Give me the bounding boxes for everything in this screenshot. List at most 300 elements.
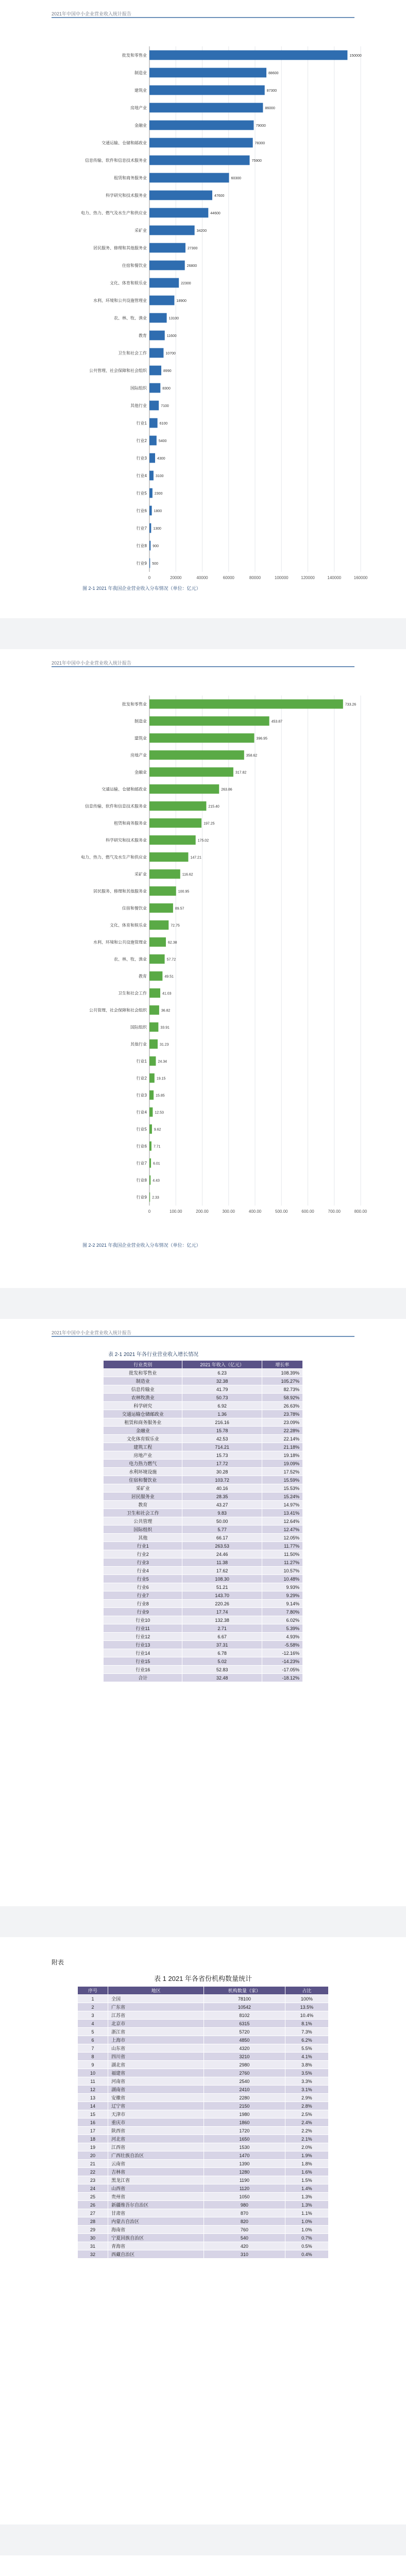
- category-label: 教育: [139, 333, 147, 338]
- table-cell: 1190: [204, 2176, 285, 2184]
- bar: [149, 243, 185, 253]
- bar: [149, 138, 253, 148]
- data-label: 733.26: [345, 703, 357, 707]
- table-cell: 4850: [204, 2036, 285, 2044]
- table-cell: 24.46: [182, 1550, 262, 1558]
- table-cell: 1: [78, 1995, 108, 2003]
- table-cell: 1.6%: [285, 2168, 328, 2176]
- x-tick-label: 160000: [353, 575, 368, 580]
- table-cell: 1.9%: [285, 2151, 328, 2160]
- data-label: 175.02: [197, 839, 209, 843]
- data-label: 49.51: [164, 975, 174, 979]
- bar: [149, 937, 166, 946]
- table-row: [104, 1666, 303, 1674]
- table-cell: 15.73: [182, 1451, 262, 1460]
- page-header: 2021年中国中小企业营业收入统计报告: [52, 660, 132, 666]
- data-label: 900: [153, 545, 159, 548]
- table-cell: 金融业: [104, 1427, 182, 1435]
- category-label: 公共管理、社会保障和社会组织: [89, 1008, 147, 1013]
- category-label: 房地产业: [130, 753, 147, 758]
- category-label: 住宿和餐饮业: [122, 263, 147, 268]
- table-cell: 浙江省: [108, 2028, 204, 2036]
- page-header: 2021年中国中小企业营业收入统计报告: [52, 11, 132, 16]
- page-separator: [0, 1906, 406, 1937]
- category-label: 交通运输、仓储和邮政业: [102, 787, 147, 792]
- bar: [149, 784, 219, 793]
- table-cell: 2980: [204, 2061, 285, 2069]
- table-cell: 8102: [204, 2011, 285, 2020]
- table-row: [104, 1575, 303, 1583]
- data-label: 147.21: [190, 856, 201, 860]
- table-cell: 2280: [204, 2094, 285, 2102]
- table-row: [104, 1534, 303, 1542]
- data-label: 8300: [162, 387, 171, 391]
- bar: [149, 1090, 154, 1099]
- category-label: 行业1: [136, 421, 147, 426]
- table-row: [104, 1657, 303, 1666]
- table-row: [104, 1616, 303, 1624]
- category-label: 行业8: [136, 544, 147, 548]
- data-label: 100.95: [178, 890, 190, 894]
- x-tick-label: 40000: [196, 575, 208, 580]
- data-label: 215.40: [208, 805, 219, 809]
- bar: [149, 1039, 158, 1048]
- x-tick-label: 100.00: [170, 1209, 182, 1214]
- bar: [149, 68, 266, 78]
- table-cell: 4320: [204, 2044, 285, 2053]
- table-row: [104, 1451, 303, 1460]
- table-cell: 17: [78, 2127, 108, 2135]
- data-label: 453.87: [271, 720, 283, 724]
- data-label: 18900: [176, 299, 187, 303]
- table-cell: 143.70: [182, 1591, 262, 1600]
- table-row: [104, 1385, 303, 1394]
- bar: [149, 1141, 151, 1150]
- table-row: [104, 1377, 303, 1385]
- table-row: [78, 2242, 329, 2250]
- data-label: 1800: [154, 510, 162, 513]
- table-row: [78, 2119, 329, 2127]
- column-header: 地区: [108, 1987, 204, 1995]
- x-tick-label: 600.00: [301, 1209, 314, 1214]
- table-cell: 5.77: [182, 1526, 262, 1534]
- bar: [149, 852, 188, 861]
- table-cell: 西藏自治区: [108, 2250, 204, 2259]
- table-cell: 41.79: [182, 1385, 262, 1394]
- table-row: [104, 1649, 303, 1657]
- bar: [149, 226, 195, 235]
- table-cell: 8.1%: [285, 2020, 328, 2028]
- table-cell: 全国: [108, 1995, 204, 2003]
- table-cell: 40.16: [182, 1484, 262, 1493]
- x-tick-label: 300.00: [222, 1209, 235, 1214]
- data-label: 11600: [166, 334, 177, 338]
- table-cell: 采矿业: [104, 1484, 182, 1493]
- table-cell: 5.02: [182, 1657, 262, 1666]
- category-label: 农、林、牧、渔业: [114, 316, 147, 320]
- table-cell: 31: [78, 2242, 108, 2250]
- bar: [149, 488, 153, 498]
- table-cell: 25: [78, 2193, 108, 2201]
- table-row: [78, 2003, 329, 2011]
- table-cell: 信息传输业: [104, 1385, 182, 1394]
- table-cell: 23.78%: [262, 1410, 302, 1418]
- table-cell: 26.63%: [262, 1402, 302, 1410]
- table-cell: 其他: [104, 1534, 182, 1542]
- column-header: 占比: [285, 1987, 328, 1995]
- category-label: 金融业: [134, 770, 147, 775]
- bar: [149, 869, 180, 878]
- category-label: 国际组织: [130, 386, 147, 391]
- category-label: 其他行业: [130, 403, 147, 408]
- table-cell: 540: [204, 2234, 285, 2242]
- bar: [149, 348, 163, 358]
- table-row: [104, 1608, 303, 1616]
- table-cell: 20: [78, 2151, 108, 2160]
- bar: [149, 767, 233, 776]
- table-cell: 1470: [204, 2151, 285, 2160]
- page-1: [0, 0, 406, 618]
- table-cell: 1.5%: [285, 2176, 328, 2184]
- x-tick-label: 800.00: [354, 1209, 367, 1214]
- table-cell: 水利环境设施: [104, 1468, 182, 1476]
- table-cell: 0.7%: [285, 2234, 328, 2242]
- table-cell: 行业6: [104, 1583, 182, 1591]
- x-tick-label: 140000: [327, 575, 342, 580]
- bar: [149, 1192, 150, 1201]
- table-cell: 5.5%: [285, 2044, 328, 2053]
- table-cell: 10.57%: [262, 1567, 302, 1575]
- table-cell: 2.0%: [285, 2143, 328, 2151]
- table-cell: 17.62: [182, 1567, 262, 1575]
- x-tick-label: 200.00: [196, 1209, 209, 1214]
- category-label: 其他行业: [130, 1042, 147, 1047]
- data-label: 7100: [161, 404, 169, 408]
- table-row: [78, 2036, 329, 2044]
- table-cell: 26: [78, 2201, 108, 2209]
- page-separator: [0, 2524, 406, 2555]
- category-label: 行业6: [136, 509, 147, 513]
- table-cell: 2.5%: [285, 2110, 328, 2119]
- table-cell: 17.52%: [262, 1468, 302, 1476]
- data-label: 9.62: [154, 1128, 161, 1132]
- table-cell: 山西省: [108, 2184, 204, 2193]
- table-cell: 湖北省: [108, 2061, 204, 2069]
- table-cell: 5: [78, 2028, 108, 2036]
- table-cell: 21.18%: [262, 1443, 302, 1451]
- table-cell: 15.59%: [262, 1476, 302, 1484]
- appendix-label: 附表: [52, 1959, 64, 1966]
- data-label: 62.38: [167, 941, 177, 945]
- table-cell: 9.83: [182, 1509, 262, 1517]
- table-cell: 1.8%: [285, 2160, 328, 2168]
- data-label: 3100: [155, 474, 164, 478]
- table-row: [78, 2086, 329, 2094]
- table-cell: 11.27%: [262, 1558, 302, 1567]
- table-cell: 科学研究: [104, 1402, 182, 1410]
- bar: [149, 173, 229, 183]
- table-row: [78, 2061, 329, 2069]
- table-cell: 6.78: [182, 1649, 262, 1657]
- header-rule: [52, 1336, 354, 1337]
- table-cell: 11.77%: [262, 1542, 302, 1550]
- category-label: 建筑业: [134, 736, 147, 741]
- bar: [149, 453, 155, 463]
- table-cell: 820: [204, 2217, 285, 2226]
- table-cell: 河南省: [108, 2077, 204, 2086]
- data-label: 2.33: [152, 1196, 159, 1200]
- bar: [149, 156, 249, 165]
- data-label: 89.57: [175, 907, 184, 911]
- bar: [149, 208, 208, 218]
- table-cell: 行业13: [104, 1641, 182, 1649]
- page-3: [0, 1319, 406, 1906]
- bar: [149, 1107, 153, 1116]
- table-cell: 行业14: [104, 1649, 182, 1657]
- data-label: 116.62: [182, 873, 193, 877]
- table-cell: 行业2: [104, 1550, 182, 1558]
- table-cell: 7.80%: [262, 1608, 302, 1616]
- bar: [149, 699, 343, 708]
- category-label: 行业2: [136, 438, 147, 443]
- bar: [149, 1073, 155, 1082]
- bar: [149, 920, 168, 929]
- table-cell: 3.8%: [285, 2061, 328, 2069]
- data-label: 87300: [266, 89, 277, 93]
- table-cell: 8: [78, 2053, 108, 2061]
- table-cell: 82.73%: [262, 1385, 302, 1394]
- data-label: 33.91: [160, 1026, 170, 1030]
- table-row: [104, 1509, 303, 1517]
- table-cell: 15.24%: [262, 1493, 302, 1501]
- table-cell: 19.18%: [262, 1451, 302, 1460]
- data-label: 22300: [181, 282, 191, 285]
- institution-count-table: [77, 1986, 329, 2259]
- category-label: 信息传输、软件和信息技术服务业: [85, 804, 147, 809]
- category-label: 居民服务、修理和其他服务业: [93, 246, 147, 250]
- table-cell: 行业11: [104, 1624, 182, 1633]
- category-label: 行业5: [136, 491, 147, 496]
- table-cell: 9: [78, 2061, 108, 2069]
- table-row: [104, 1526, 303, 1534]
- data-label: 4.43: [153, 1179, 160, 1183]
- column-header: 增长率: [262, 1361, 302, 1369]
- table-cell: 12: [78, 2086, 108, 2094]
- table-row: [78, 2160, 329, 2168]
- category-label: 行业7: [136, 526, 147, 531]
- bar: [149, 971, 162, 980]
- table-cell: 宁夏回族自治区: [108, 2234, 204, 2242]
- category-label: 行业9: [136, 561, 147, 566]
- table-cell: 27: [78, 2209, 108, 2217]
- x-tick-label: 500.00: [275, 1209, 288, 1214]
- category-label: 信息传输、软件和信息技术服务业: [85, 158, 147, 163]
- bar: [149, 903, 173, 912]
- data-label: 4300: [157, 457, 165, 461]
- table-cell: 黑龙江省: [108, 2176, 204, 2184]
- category-label: 行业6: [136, 1144, 147, 1149]
- table-cell: 32.48: [182, 1674, 262, 1682]
- table-cell: 国际组织: [104, 1526, 182, 1534]
- data-label: 2300: [154, 492, 163, 496]
- table-cell: 贵州省: [108, 2193, 204, 2201]
- page-separator: [0, 1288, 406, 1319]
- bar: [149, 50, 347, 60]
- table-cell: 甘肃省: [108, 2209, 204, 2217]
- bar: [149, 818, 201, 827]
- table-cell: 22: [78, 2168, 108, 2176]
- table-cell: 行业4: [104, 1567, 182, 1575]
- table-row: [78, 2234, 329, 2242]
- category-label: 住宿和餐饮业: [122, 906, 147, 911]
- table-cell: 78100: [204, 1995, 285, 2003]
- table-cell: 行业5: [104, 1575, 182, 1583]
- data-label: 72.75: [171, 924, 180, 928]
- category-label: 批发和零售业: [122, 702, 147, 707]
- category-label: 教育: [139, 974, 147, 979]
- table-cell: 行业10: [104, 1616, 182, 1624]
- category-label: 采矿业: [134, 228, 147, 233]
- category-label: 制造业: [134, 719, 147, 724]
- revenue-bar-chart-green: [0, 685, 406, 1231]
- table-cell: 2.4%: [285, 2119, 328, 2127]
- data-label: 19.15: [156, 1077, 166, 1081]
- category-label: 租赁和商务服务业: [114, 821, 147, 826]
- category-label: 行业4: [136, 473, 147, 478]
- table-cell: 行业3: [104, 1558, 182, 1567]
- table-cell: 6.02%: [262, 1616, 302, 1624]
- table-cell: 13.5%: [285, 2003, 328, 2011]
- table-cell: 重庆市: [108, 2119, 204, 2127]
- table-row: [104, 1410, 303, 1418]
- table-cell: 行业7: [104, 1591, 182, 1600]
- bar: [149, 716, 269, 725]
- bar: [149, 988, 160, 997]
- table-cell: 43.27: [182, 1501, 262, 1509]
- table-cell: 海南省: [108, 2226, 204, 2234]
- table-cell: 100%: [285, 1995, 328, 2003]
- x-tick-label: 80000: [249, 575, 261, 580]
- table-cell: 12.05%: [262, 1534, 302, 1542]
- table-cell: 1390: [204, 2160, 285, 2168]
- table-cell: 0.4%: [285, 2250, 328, 2259]
- table-row: [104, 1558, 303, 1567]
- table-cell: 13: [78, 2094, 108, 2102]
- bar: [149, 886, 176, 895]
- table-cell: 1530: [204, 2143, 285, 2151]
- table-cell: 2150: [204, 2102, 285, 2110]
- bar: [149, 523, 151, 533]
- data-label: 197.25: [204, 822, 215, 826]
- bar: [149, 436, 157, 446]
- bar: [149, 558, 150, 568]
- table-row: [78, 1995, 329, 2003]
- table-row: [104, 1583, 303, 1591]
- table-cell: 11: [78, 2077, 108, 2086]
- table-cell: 3.5%: [285, 2069, 328, 2077]
- table-cell: 15.53%: [262, 1484, 302, 1493]
- data-label: 396.95: [256, 737, 267, 741]
- table-header-row: [78, 1987, 329, 1995]
- bar: [149, 313, 167, 323]
- table-cell: 交通运输仓储邮政业: [104, 1410, 182, 1418]
- data-label: 1300: [153, 527, 161, 531]
- table-cell: 19.09%: [262, 1460, 302, 1468]
- category-label: 行业5: [136, 1127, 147, 1132]
- table-cell: 1980: [204, 2110, 285, 2119]
- table-row: [78, 2044, 329, 2053]
- table-row: [104, 1460, 303, 1468]
- table-row: [78, 2102, 329, 2110]
- table-row: [78, 2201, 329, 2209]
- table-cell: 42.53: [182, 1435, 262, 1443]
- table-cell: 四川省: [108, 2053, 204, 2061]
- table-cell: 卫生和社会工作: [104, 1509, 182, 1517]
- table-row: [104, 1550, 303, 1558]
- bar: [149, 801, 206, 810]
- category-label: 水利、环境和公共设施管理业: [93, 940, 147, 945]
- category-label: 建筑业: [134, 88, 147, 93]
- data-label: 27300: [187, 247, 198, 250]
- table-title-1: 表 1 2021 年各省份机构数量统计: [154, 1975, 252, 1982]
- table-cell: 28.35: [182, 1493, 262, 1501]
- table-row: [78, 2127, 329, 2135]
- table-cell: 24: [78, 2184, 108, 2193]
- table-row: [78, 2217, 329, 2226]
- category-label: 文化、体育和娱乐业: [110, 281, 147, 285]
- table-cell: 5.39%: [262, 1624, 302, 1633]
- table-cell: 内蒙古自治区: [108, 2217, 204, 2226]
- table-cell: 6.23: [182, 1369, 262, 1377]
- bar: [149, 261, 185, 270]
- table-cell: 北京市: [108, 2020, 204, 2028]
- table-cell: 1.36: [182, 1410, 262, 1418]
- table-row: [104, 1427, 303, 1435]
- category-label: 公共管理、社会保障和社会组织: [89, 368, 147, 373]
- table-cell: 文化体育娱乐业: [104, 1435, 182, 1443]
- table-cell: 2.2%: [285, 2127, 328, 2135]
- data-label: 44600: [210, 212, 221, 215]
- growth-table: [103, 1360, 303, 1682]
- table-cell: 3210: [204, 2053, 285, 2061]
- table-row: [104, 1624, 303, 1633]
- table-cell: 1.4%: [285, 2184, 328, 2193]
- table-cell: 天津市: [108, 2110, 204, 2119]
- table-row: [78, 2151, 329, 2160]
- bar: [149, 1005, 159, 1014]
- data-label: 36.82: [161, 1009, 171, 1013]
- data-label: 317.82: [235, 771, 247, 775]
- bar: [149, 1056, 156, 1065]
- table-cell: 50.00: [182, 1517, 262, 1526]
- table-cell: 广西壮族自治区: [108, 2151, 204, 2160]
- table-cell: 2: [78, 2003, 108, 2011]
- table-cell: 吉林省: [108, 2168, 204, 2176]
- table-cell: 108.30: [182, 1575, 262, 1583]
- table-cell: 青海省: [108, 2242, 204, 2250]
- table-cell: 714.21: [182, 1443, 262, 1451]
- category-label: 采矿业: [134, 872, 147, 877]
- table-cell: 建筑工程: [104, 1443, 182, 1451]
- table-cell: 10: [78, 2069, 108, 2077]
- table-cell: 住宿和餐饮业: [104, 1476, 182, 1484]
- table-cell: 新疆维吾尔自治区: [108, 2201, 204, 2209]
- data-label: 86000: [265, 107, 275, 110]
- table-row: [104, 1633, 303, 1641]
- table-cell: 0.5%: [285, 2242, 328, 2250]
- table-cell: 安徽省: [108, 2094, 204, 2102]
- table-cell: 1050: [204, 2193, 285, 2201]
